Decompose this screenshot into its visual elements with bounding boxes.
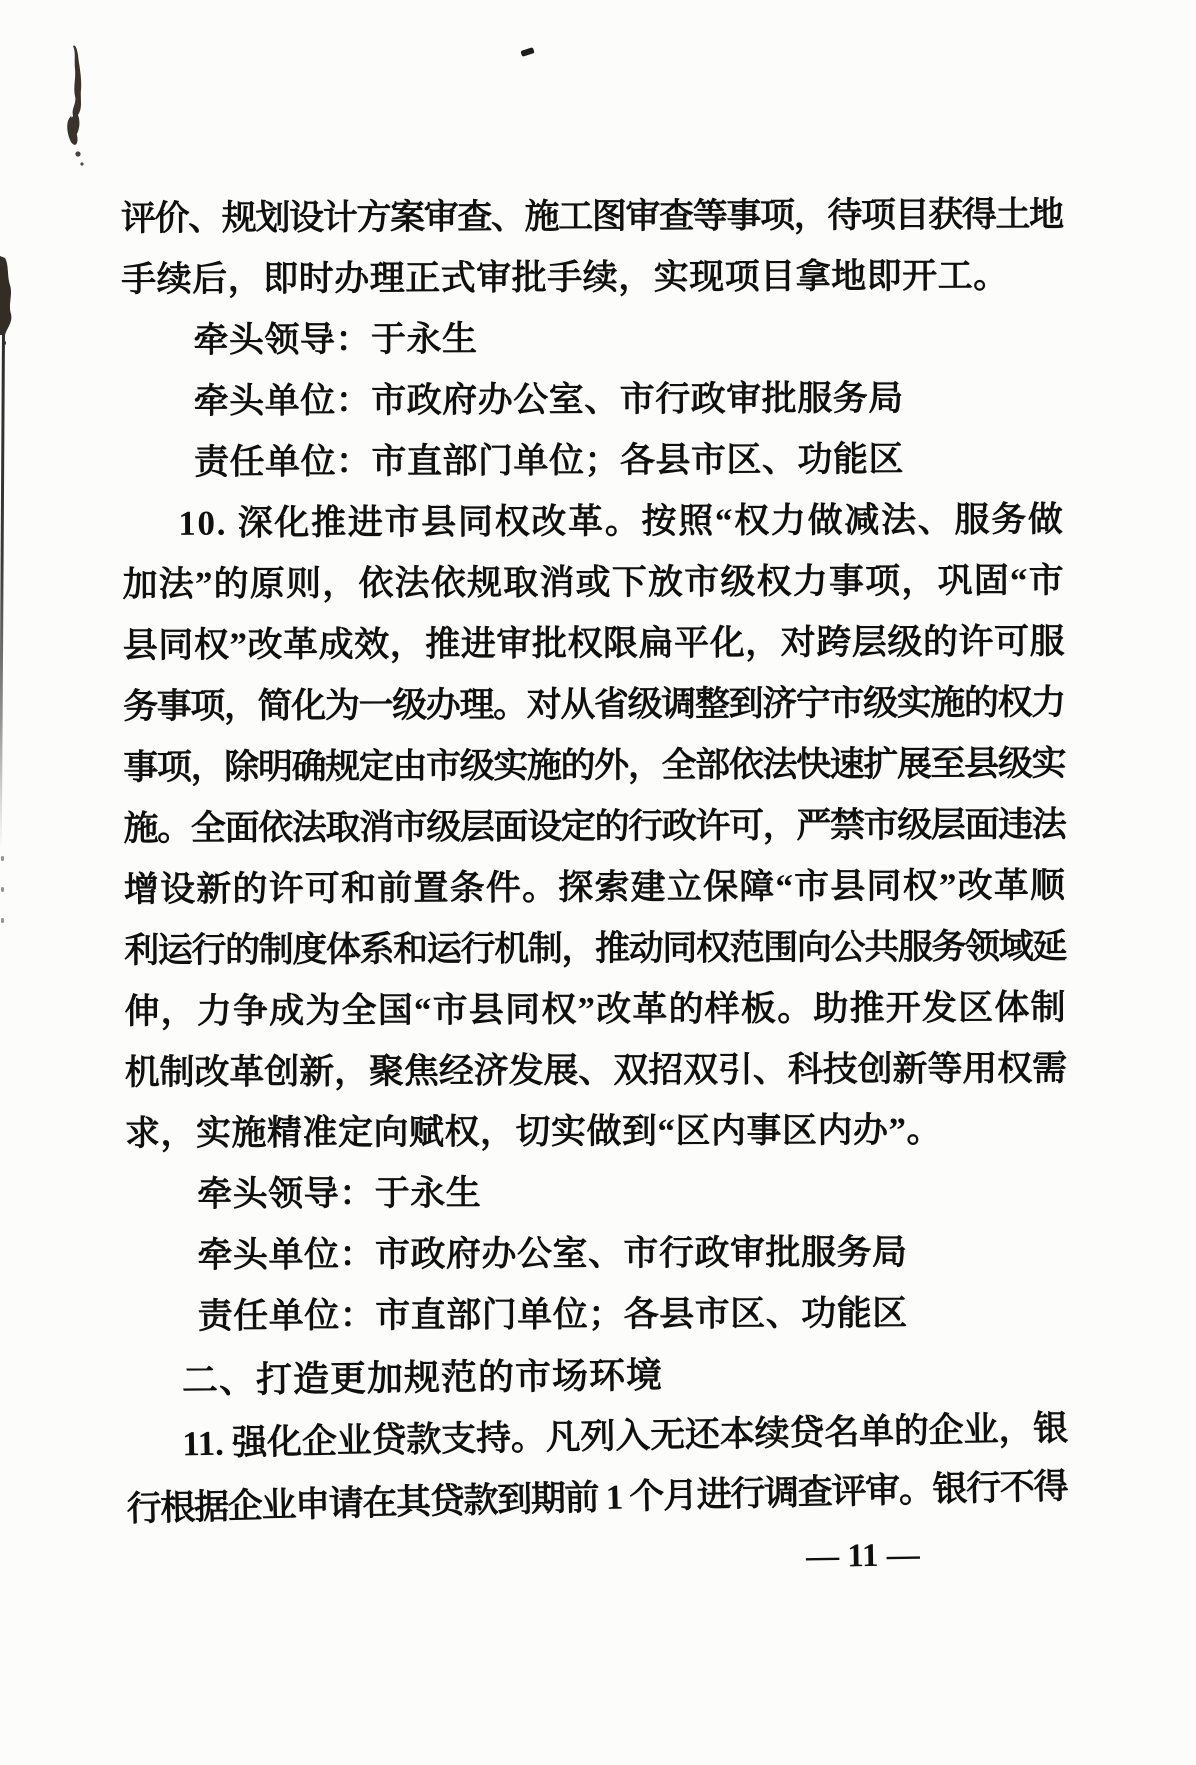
text-line: 牵头领导：于永生 bbox=[197, 1173, 482, 1214]
text-line: 责任单位：市直部门单位；各县市区、功能区 bbox=[193, 439, 905, 482]
text-line: 施。全面依法取消市级层面设定的行政许可，严禁市级层面违法 bbox=[123, 804, 1066, 849]
text-line: 求，实施精准定向赋权，切实做到“区内事区内办”。 bbox=[124, 1110, 943, 1154]
text-line: 牵头单位：市政府办公室、市行政审批服务局 bbox=[193, 378, 904, 421]
section-heading: 二、打造更加规范的市场环境 bbox=[181, 1354, 664, 1401]
text-line: 责任单位：市直部门单位；各县市区、功能区 bbox=[197, 1293, 908, 1336]
text-line: 县同权”改革成效，推进审批权限扁平化，对跨层级的许可服 bbox=[122, 621, 1066, 666]
text-line: 加法”的原则，依法依规取消或下放市级权力事项，巩固“市 bbox=[122, 560, 1065, 605]
text-line: 事项，除明确规定由市级实施的外，全部依法快速扩展至县级实 bbox=[123, 743, 1066, 788]
page-number: — 11 — bbox=[805, 1537, 921, 1575]
text-line: 评价、规划设计方案审查、施工图审查等事项，待项目获得土地 bbox=[120, 194, 1063, 239]
document-lines bbox=[121, 184, 1083, 1530]
text-line: 牵头单位：市政府办公室、市行政审批服务局 bbox=[197, 1232, 908, 1275]
text-line: 行根据企业申请在其贷款到期前 1 个月进行调查评审。银行不得 bbox=[126, 1466, 1068, 1529]
paragraph-lead: 10. 深化推进市县同权改革。 bbox=[178, 501, 642, 543]
text-line: 务事项，简化为一级办理。对从省级调整到济宁市级实施的权力 bbox=[122, 682, 1065, 727]
text-line: 机制改革创新，聚焦经济发展、双招双引、科技创新等用权需 bbox=[124, 1048, 1068, 1093]
text-line: 10. 深化推进市县同权改革。按照“权力做减法、服务做 bbox=[178, 499, 1065, 543]
paragraph-lead: 11. 强化企业贷款支持。 bbox=[181, 1418, 546, 1464]
text-line: 利运行的制度体系和运行机制，推动同权范围向公共服务领域延 bbox=[124, 926, 1067, 971]
text-line: 增设新的许可和前置条件。探索建立保障“市县同权”改革顺 bbox=[123, 865, 1067, 910]
text-line: 11. 强化企业贷款支持。凡列入无还本续贷名单的企业，银 bbox=[181, 1408, 1069, 1464]
text-line: 手续后，即时办理正式审批手续，实现项目拿地即开工。 bbox=[121, 256, 1009, 300]
text-line: 伸，力争成为全国“市县同权”改革的样板。助推开发区体制 bbox=[124, 987, 1067, 1032]
text-line: 牵头领导：于永生 bbox=[193, 319, 478, 360]
